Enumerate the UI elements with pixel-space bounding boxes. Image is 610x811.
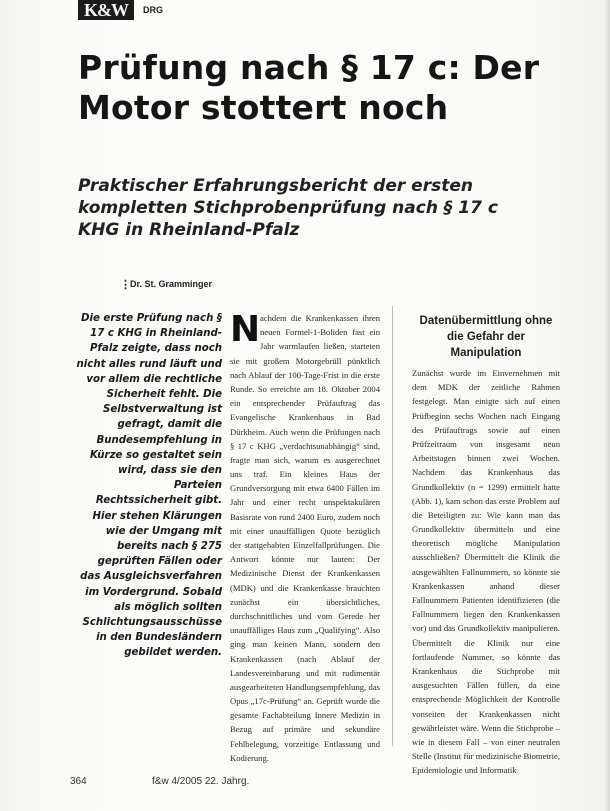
article-subtitle: Praktischer Erfahrungsbericht der ersten kompletten Stichprobenprüfung nach § 17 c KHG in Rheinland-Pfalz xyxy=(78,176,498,240)
drop-cap: N xyxy=(230,309,261,350)
section-label: DRG xyxy=(143,5,163,15)
page-number: 364 xyxy=(70,776,87,787)
body-middle-text: achdem die Krankenkassen ihren neuen Formel-1-Boliden fast ein Jahr warmlaufen ließen, starteten sie mit großem Motorgebrüll pünktlich nach Ablauf der 100-Tage-Frist in die erste Runde. So erreichte am 18. Oktober 2004 ein entsprechender Prüfauftrag das Evangelische Krankenhaus in Bad Dürkheim. Auch wenn die Prüfungen nach § 17 c KHG „verdachtsunabhängig“ sind, fragte man sich, warum es ausgerechnet uns traf. Ein kleines Haus der Grundversorgung mit etwa 6400 Fällen im Jahr und einer recht unspektakulären Basisrate von rund 2400 Euro, zudem noch mit einer unauffälligen Quote bezüglich der stattgehabten Einzelfallprüfungen. Die Antwort könnte nur lauten: Der Medizinische Dienst der Krankenkassen (MDK) und die Krankenkasse brauchten zunächst ein übersichtliches, durchschnittliches und vom Gerede her unauffälliges Haus zum „Qualifying“. Also ging man keinen Mann, sondern den Krankenkassen (nach Ablauf der Landesvereinbarung und mit rudimentär ausgearbeiteten Handlungsempfehlung, das Opus „17c-Prüfung“ an. Geprüft wurde die gesamte Fachabteilung Innere Medizin in Bezug auf primäre und sekundäre Fehlbelegung, vorzeitige Entlassung und Kodierung. xyxy=(230,313,380,763)
article-title: Prüfung nach § 17 c: Der Motor stottert noch xyxy=(78,48,540,127)
author-bullet-icon: ⋮ xyxy=(120,279,131,291)
page-spine-shadow xyxy=(604,0,610,811)
section-subhead: Datenübermittlung ohne die Gefahr der Manipulation xyxy=(419,315,553,359)
column-divider xyxy=(392,306,393,746)
magazine-logo: K&W xyxy=(78,0,134,20)
issue-info: f&w 4/2005 22. Jahrg. xyxy=(152,776,250,787)
lead-paragraph: Die erste Prüfung nach § 17 c KHG in Rheinland-Pfalz zeigte, dass noch nicht alles rund läuft und vor allem die rechtliche Sicherheit fehlt. Die Selbstverwaltung ist gefragt, damit die Bundesempfehlung in Kürze so gestaltet sein wird, dass sie den Parteien Rechtssicherheit gibt. Hier stehen Klärungen wie der Umgang mit bereits nach § 275 geprüften Fällen oder das Ausgleichsverfahren im Vordergrund. Sobald als möglich sollten Schlichtungsausschüsse in den Bundesländern gebildet werden. xyxy=(76,313,222,659)
author-line xyxy=(120,279,212,290)
body-column-middle xyxy=(230,309,380,763)
body-column-right: Zunächst wurde im Einvernehmen mit dem MDK der zeitliche Rahmen festgelegt. Man einigte sich auf einen Prüfbeginn sechs Wochen nach Eingang des Prüfauftrags sowie auf einen Prüfzeitraum von insgesamt neun Arbeitstagen binnen zwei Wochen. Nachdem das Krankenhaus das Grundkollektiv (n = 1299) ermittelt hatte (Abb. 1), kam schon das erste Problem auf die Beteiligten zu: Wie kann man das Grundkollektiv übermitteln und eine theoretisch mögliche Manipulation ausschließen? Übermittelt die Klinik die ausgewählten Fallnummern, so könnte sie Krankenkassen anhand dieser Fallnummern Patienten identifizieren (die Fallnummern liegen den Krankenkassen vor) und das Grundkollektiv manipulieren. Übermittelt die Klinik nur eine fortlaufende Nummer, so könnte das Krankenhaus die Stichprobe mit ausgesuchten Fällen füllen, da eine entsprechende Möglichkeit der Kontrolle vonseiten der Krankenkassen nicht gewährleistet wäre. Wenn die Stichprobe – wie in diesem Fall – von einer neutralen Stelle (Institut für medizinische Biometrie, Epidemiologie und Informatik xyxy=(412,368,560,776)
author-name: Dr. St. Gramminger xyxy=(130,279,213,289)
